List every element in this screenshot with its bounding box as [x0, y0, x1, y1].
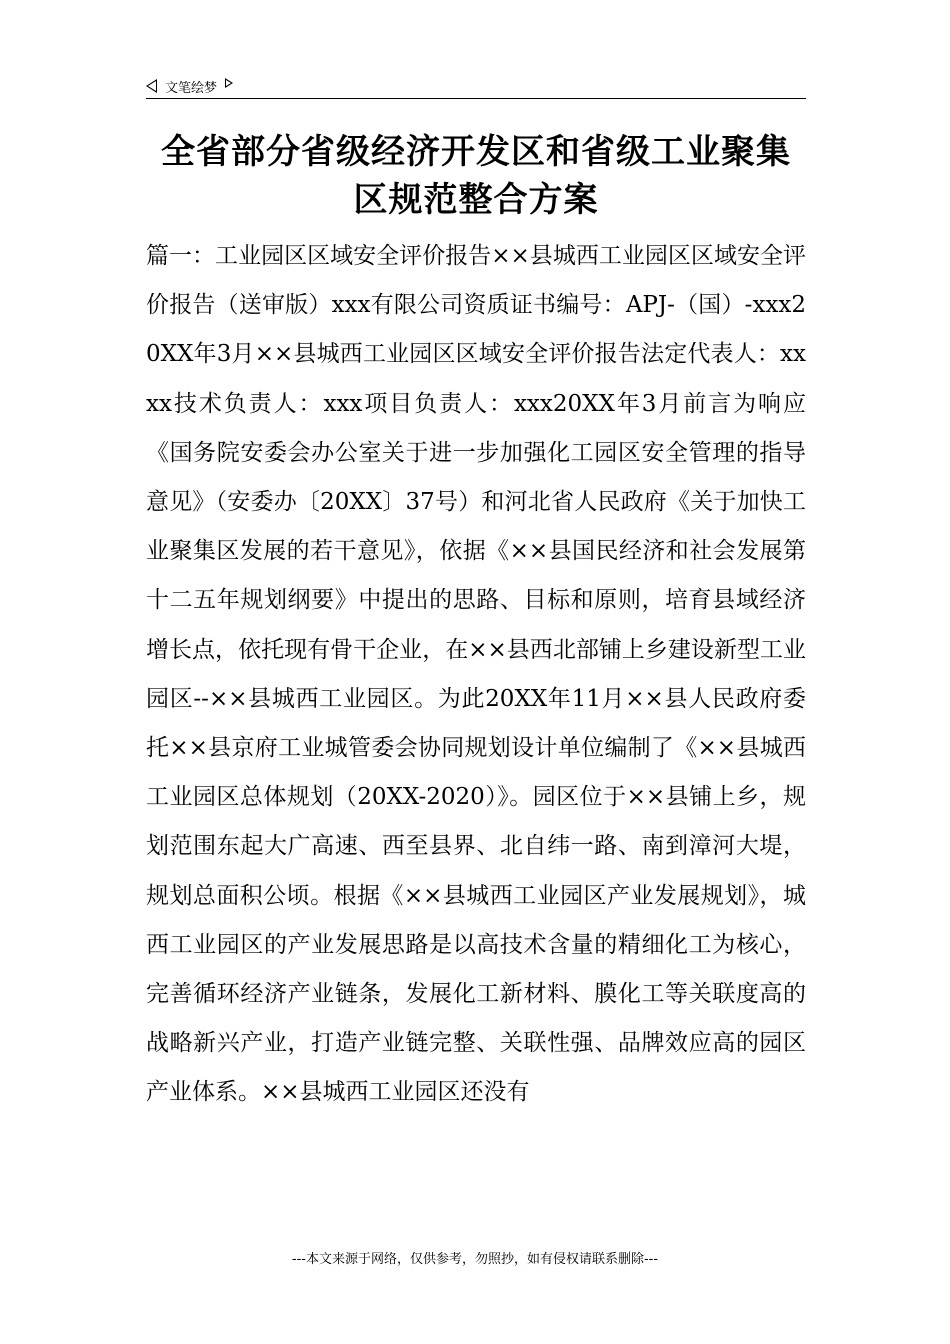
header-divider	[146, 98, 806, 99]
body-paragraph: 篇一：工业园区区域安全评价报告××县城西工业园区区域安全评价报告（送审版）xxx有限公司资质证书编号：APJ-（国）-xxx20XX年3月××县城西工业园区区域安全评价报告法定代表人：xxxx技术负责人：xxx项目负责人：xxx20XX年3月前言为响应《国务院安委会办公室关于进一步加强化工园区安全管理的指导意见》（安委办〔20XX〕37号）和河北省人民政府《关于加快工业聚集区发展的若干意见》，依据《××县国民经济和社会发展第十二五年规划纲要》中提出的思路、目标和原则，培育县域经济增长点，依托现有骨干企业，在××县西北部铺上乡建设新型工业园区--××县城西工业园区。为此20XX年11月××县人民政府委托××县京府工业城管委会协同规划设计单位编制了《××县城西工业园区总体规划（20XX-2020）》。园区位于××县铺上乡，规划范围东起大广高速、西至县界、北自纬一路、南到漳河大堤，规划总面积公顷。根据《××县城西工业园区产业发展规划》，城西工业园区的产业发展思路是以高技术含量的精细化工为核心，完善循环经济产业链条，发展化工新材料、膜化工等关联度高的战略新兴产业，打造产业链完整、关联性强、品牌效应高的园区产业体系。××县城西工业园区还没有	[146, 243, 806, 1106]
document-title	[146, 128, 806, 224]
page-header	[146, 74, 806, 98]
document-body	[146, 232, 806, 1118]
footer-notice: ---本文来源于网络，仅供参考，勿照抄，如有侵权请联系删除---	[291, 1252, 659, 1267]
title-line-1: 全省部分省级经济开发区和省级工业聚集	[161, 132, 791, 172]
triangle-left-icon	[146, 79, 157, 93]
triangle-right-icon	[225, 78, 233, 88]
header-label: 文笔绘梦	[165, 80, 218, 96]
title-line-2: 区规范整合方案	[353, 180, 599, 220]
